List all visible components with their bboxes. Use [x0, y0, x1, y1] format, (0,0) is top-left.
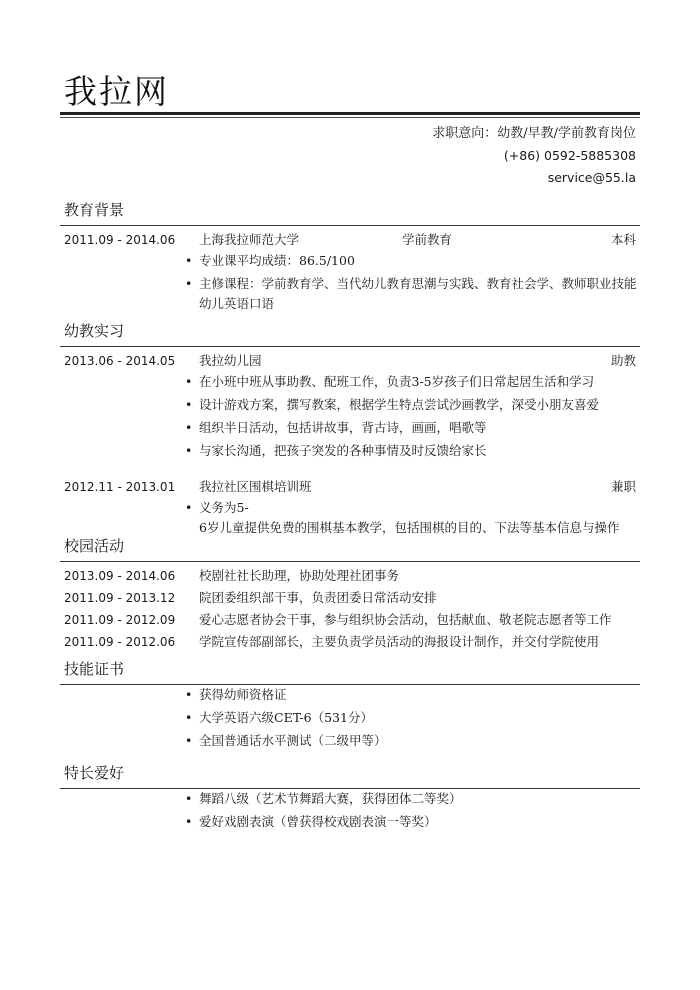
internship-bullets	[64, 372, 640, 461]
org-name: 我拉社区围棋培训班	[199, 479, 312, 494]
activity-desc: 校剧社社长助理，协助处理社团事务	[199, 568, 400, 583]
candidate-name: 我拉网	[64, 72, 169, 111]
list-item: • 设计游戏方案，撰写教案，根据学生特点尝试沙画教学，深受小朋友喜爱	[185, 395, 640, 415]
section-rule	[60, 225, 640, 226]
role: 兼职	[610, 479, 636, 494]
activity-desc: 爱心志愿者协会干事，参与组织协会活动，包括献血、敬老院志愿者等工作	[199, 612, 612, 627]
section-skills	[64, 660, 640, 748]
internship-entry-head	[64, 350, 640, 372]
phone-number: (+86) 0592-5885308	[503, 148, 636, 163]
section-rule	[60, 561, 640, 562]
section-title: 特长爱好	[64, 764, 125, 782]
contact-block	[432, 123, 636, 189]
entry-date: 2012.11 - 2013.01	[64, 480, 176, 494]
list-item: • 全国普通话水平测试（二级甲等）	[185, 731, 640, 751]
education-entry-head	[64, 229, 640, 251]
hobbies-bullets	[64, 789, 640, 832]
section-title: 校园活动	[64, 537, 125, 555]
section-hobbies	[64, 764, 640, 829]
entry-date: 2011.09 - 2014.06	[64, 233, 176, 247]
entry-date: 2011.09 - 2012.06	[64, 635, 176, 649]
list-item: • 与家长沟通，把孩子突发的各种事情及时反馈给家长	[185, 441, 640, 461]
list-item: • 获得幼师资格证	[185, 685, 640, 705]
list-item: • 主修课程：学前教育学、当代幼儿教育思潮与实践、教育社会学、教师职业技能 幼儿英语口语	[185, 274, 640, 314]
entry-date: 2013.09 - 2014.06	[64, 569, 176, 583]
email-address: service@55.la	[547, 170, 636, 185]
list-item: • 在小班中班从事助教、配班工作，负责3-5岁孩子们日常起居生活和学习	[185, 372, 640, 392]
section-title: 技能证书	[64, 660, 125, 678]
list-item: • 爱好戏剧表演（曾获得校戏剧表演一等奖）	[185, 812, 640, 832]
internship-bullets	[64, 498, 640, 538]
list-item: • 组织半日活动，包括讲故事，背古诗，画画，唱歌等	[185, 418, 640, 438]
header-rule-thin	[60, 117, 640, 118]
section-activities	[64, 537, 640, 649]
list-item: • 大学英语六级CET-6（531分）	[185, 708, 640, 728]
section-title: 幼教实习	[64, 322, 125, 340]
skills-bullets	[64, 685, 640, 751]
education-bullets	[64, 251, 640, 314]
activity-desc: 院团委组织部干事，负责团委日常活动安排	[199, 590, 437, 605]
section-rule	[60, 346, 640, 347]
section-education	[64, 201, 640, 311]
activity-row	[64, 587, 640, 609]
entry-date: 2011.09 - 2013.12	[64, 591, 176, 605]
school-name: 上海我拉师范大学	[199, 232, 300, 247]
activity-row	[64, 609, 640, 631]
degree: 本科	[610, 232, 636, 247]
internship-entry-head	[64, 476, 640, 498]
activity-row	[64, 631, 640, 653]
role: 助教	[610, 353, 636, 368]
section-internship	[64, 322, 640, 535]
job-intent: 求职意向：幼教/早教/学前教育岗位	[432, 126, 636, 141]
list-item: • 舞蹈八级（艺术节舞蹈大赛，获得团体二等奖）	[185, 789, 640, 809]
entry-date: 2013.06 - 2014.05	[64, 354, 176, 368]
activity-desc: 学院宣传部副部长，主要负责学员活动的海报设计制作，并交付学院使用	[199, 634, 600, 649]
list-item: • 义务为5- 6岁儿童提供免费的围棋基本教学，包括围棋的目的、下法等基本信息与操作	[185, 498, 640, 538]
header-rule-thick	[60, 112, 640, 115]
major-name: 学前教育	[402, 232, 453, 247]
list-item: • 专业课平均成绩：86.5/100	[185, 251, 640, 271]
section-title: 教育背景	[64, 201, 125, 219]
org-name: 我拉幼儿园	[199, 353, 262, 368]
entry-date: 2011.09 - 2012.09	[64, 613, 176, 627]
activity-row	[64, 565, 640, 587]
